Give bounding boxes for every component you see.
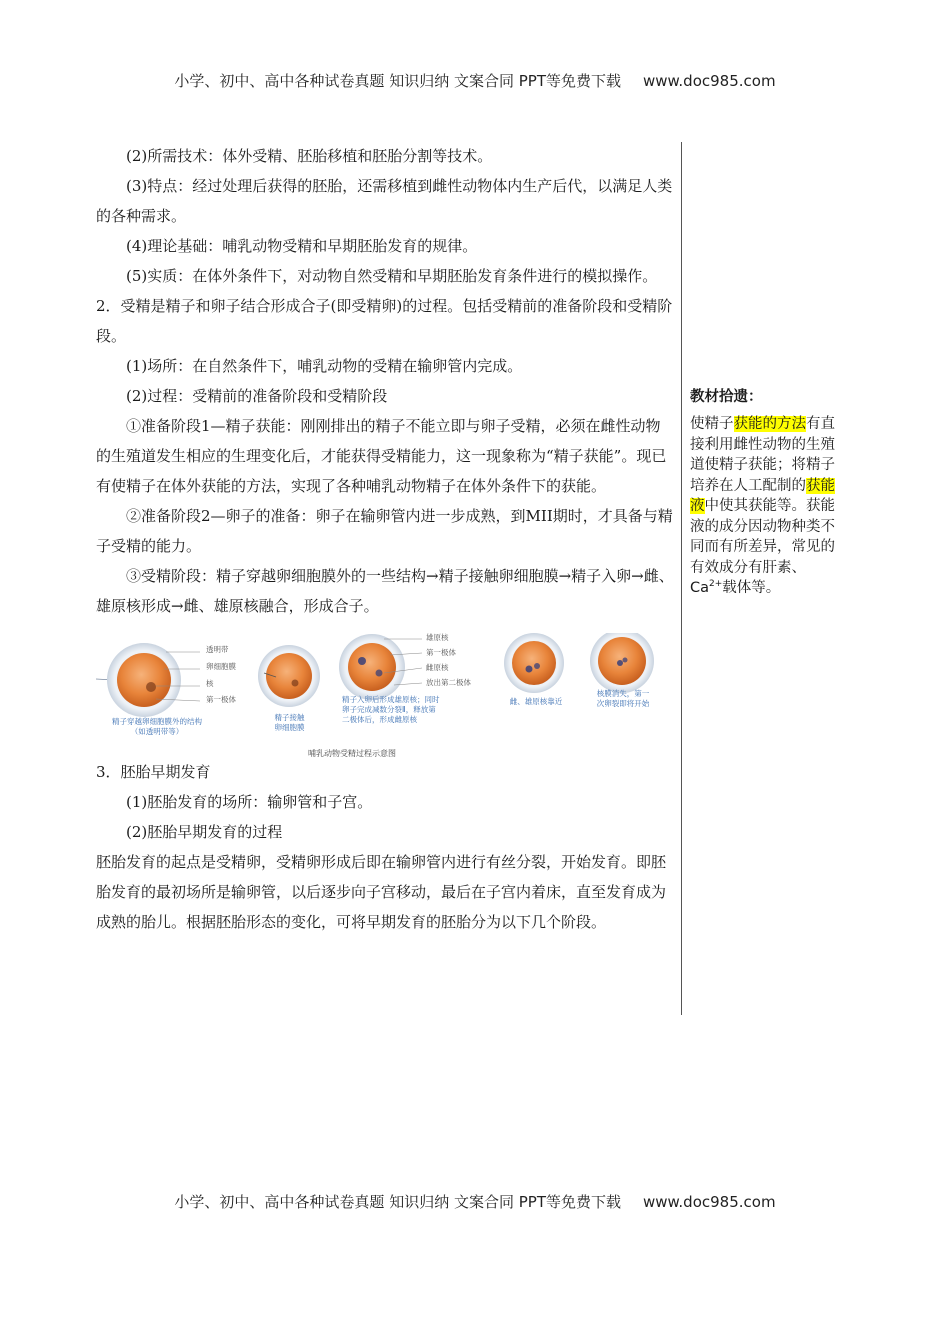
sidebar-body xyxy=(690,414,843,599)
paragraph-technology: (2)所需技术：体外受精、胚胎移植和胚胎分割等技术。 xyxy=(126,147,493,165)
sidebar-title: 教材拾遗： xyxy=(690,389,763,405)
caption-stage-5a: 核膜消失，第一 xyxy=(596,689,650,698)
caption-stage-5 xyxy=(590,689,656,709)
egg-stage-2 xyxy=(258,645,320,707)
column-divider xyxy=(681,142,682,1015)
caption-stage-4: 雌、雄原核靠近 xyxy=(509,697,563,706)
label-second-polar-body: 放出第二极体 xyxy=(426,678,471,687)
sidebar-superscript: 2+ xyxy=(709,579,723,590)
page-header xyxy=(0,70,950,91)
sidebar-text-2: 有直接利用雌性动物的生殖道使精子获能；将精子培养在人工配制的 xyxy=(690,416,835,494)
label-female-pronucleus: 雌原核 xyxy=(426,663,449,672)
label-male-pronucleus: 雄原核 xyxy=(426,633,449,642)
label-zona: 透明带 xyxy=(206,645,229,654)
label-membrane: 卵细胞膜 xyxy=(206,662,236,671)
label-first-polar-body-3: 第一极体 xyxy=(426,648,456,657)
sidebar-text-3: 中使其获能等。获能液的成分因动物种类不同而有所差异，常见的有效成分有肝素、Ca xyxy=(690,498,835,596)
egg-stage-3 xyxy=(339,634,422,700)
caption-stage-3b: 卵子完成减数分裂Ⅱ，释放第 xyxy=(342,705,436,714)
egg-stage-5 xyxy=(590,633,654,693)
figure-title: 哺乳动物受精过程示意图 xyxy=(308,749,396,758)
section-fertilization: 2．受精是精子和卵子结合形成合子(即受精卵)的过程。包括受精前的准备阶段和受精阶段。 xyxy=(96,297,673,345)
paragraph-location: (1)场所：在自然条件下，哺乳动物的受精在输卵管内完成。 xyxy=(126,357,523,375)
caption-stage-5b: 次卵裂即将开始 xyxy=(596,699,650,708)
caption-stage-3 xyxy=(342,695,440,725)
paragraph-embryo-location: (1)胚胎发育的场所：输卵管和子宫。 xyxy=(126,793,373,811)
paragraph-fertilization-stage: ③受精阶段：精子穿越卵细胞膜外的一些结构→精子接触卵细胞膜→精子入卵→雌、雄原核形成→雌、雄原核融合，形成合子。 xyxy=(96,567,674,615)
paragraph-capacitation: ①准备阶段1—精子获能：刚刚排出的精子不能立即与卵子受精，必须在雌性动物的生殖道发生相应的生理变化后，才能获得受精能力，这一现象称为“精子获能”。现已有使精子在体外获能的方法，实现了各种哺乳动物精子在体外条件下的获能。 xyxy=(96,417,667,495)
caption-stage-3c: 二极体后，形成雌原核 xyxy=(342,715,417,724)
label-nucleus: 核 xyxy=(206,679,214,688)
section-embryo-development: 3．胚胎早期发育 xyxy=(96,763,211,781)
paragraph-theory: (4)理论基础：哺乳动物受精和早期胚胎发育的规律。 xyxy=(126,237,478,255)
main-content xyxy=(96,141,674,937)
sidebar-text-1: 使精子 xyxy=(690,416,734,432)
sidebar-highlight-fluid: 获能液 xyxy=(690,477,835,514)
fertilization-diagram xyxy=(94,633,674,758)
egg-stage-4 xyxy=(504,633,564,693)
caption-stage-1a: 精子穿越卵细胞膜外的结构 xyxy=(112,717,202,726)
sidebar-note xyxy=(690,386,843,599)
paragraph-egg-preparation: ②准备阶段2—卵子的准备：卵子在输卵管内进一步成熟，到MII期时，才具备与精子受精的能力。 xyxy=(96,507,673,555)
paragraph-embryo-description: 胚胎发育的起点是受精卵，受精卵形成后即在输卵管内进行有丝分裂，开始发育。即胚胎发育的最初场所是输卵管，以后逐步向子宫移动，最后在子宫内着床，直至发育成为成熟的胎儿。根据胚胎形态的变化，可将早期发育的胚胎分为以下几个阶段。 xyxy=(96,853,667,931)
paragraph-features: (3)特点：经过处理后获得的胚胎，还需移植到雌性动物体内生产后代，以满足人类的各种需求。 xyxy=(96,177,673,225)
caption-stage-2a: 精子接触 xyxy=(274,713,305,722)
sidebar-text-4: 载体等。 xyxy=(722,580,781,596)
egg-stage-1 xyxy=(96,643,200,717)
page-footer xyxy=(0,1191,950,1212)
label-first-polar-body: 第一极体 xyxy=(206,695,236,704)
caption-stage-3a: 精子入卵后形成雄原核；同时 xyxy=(342,695,440,704)
caption-stage-1b: （如透明带等） xyxy=(130,727,184,736)
caption-stage-2 xyxy=(262,713,317,733)
footer-text: 小学、初中、高中各种试卷真题 知识归纳 文案合同 PPT等免费下载 xyxy=(174,1193,621,1211)
header-url[interactable]: www.doc985.com xyxy=(642,72,776,90)
caption-stage-1 xyxy=(102,717,212,737)
paragraph-process: (2)过程：受精前的准备阶段和受精阶段 xyxy=(126,387,388,405)
footer-url[interactable]: www.doc985.com xyxy=(642,1193,776,1211)
sidebar-highlight-method: 获能的方法 xyxy=(733,416,806,432)
caption-stage-2b: 卵细胞膜 xyxy=(274,723,305,732)
paragraph-embryo-process: (2)胚胎早期发育的过程 xyxy=(126,823,283,841)
paragraph-essence: (5)实质：在体外条件下，对动物自然受精和早期胚胎发育条件进行的模拟操作。 xyxy=(126,267,658,285)
header-text: 小学、初中、高中各种试卷真题 知识归纳 文案合同 PPT等免费下载 xyxy=(174,72,621,90)
